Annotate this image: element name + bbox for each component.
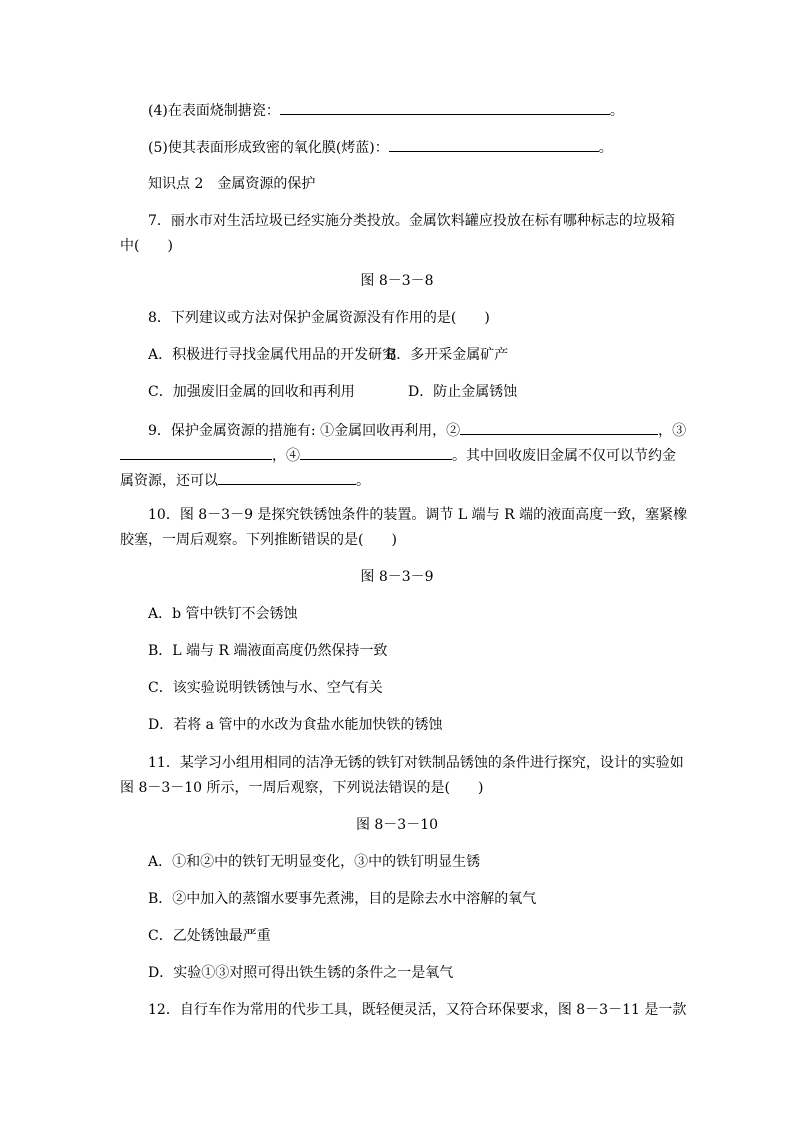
q9-text-5: 属资源，还可以	[120, 473, 218, 489]
q10-option-d: D．若将 a 管中的水改为食盐水能加快铁的锈蚀	[148, 717, 443, 733]
q9-text-2: ，③	[658, 423, 687, 439]
figure-8-3-10-caption: 图 8－3－10	[355, 817, 439, 833]
q4-line	[148, 100, 624, 121]
q9-text-6: 。	[356, 473, 370, 489]
q10-option-a: A．b 管中铁钉不会锈蚀	[148, 606, 298, 622]
q5-answer-blank[interactable]	[389, 137, 599, 152]
q9-blank-5[interactable]	[218, 470, 356, 485]
q10-option-b: B．L 端与 R 端液面高度仍然保持一致	[148, 643, 388, 659]
q5-prefix: (5)使其表面形成致密的氧化膜(烤蓝)：	[148, 140, 389, 156]
q5-suffix: 。	[598, 140, 613, 156]
section-heading: 知识点 2 金属资源的保护	[148, 176, 316, 192]
q10-line1: 10．图 8－3－9 是探究铁锈蚀条件的装置。调节 L 端与 R 端的液面高度一致，塞紧橡	[148, 507, 688, 523]
q12-line1: 12．自行车作为常用的代步工具，既轻便灵活，又符合环保要求，图 8－3－11 是一款	[148, 1002, 687, 1018]
q4-prefix: (4)在表面烧制搪瓷：	[148, 103, 280, 119]
q5-line	[148, 137, 613, 158]
q9-text-4: 。其中回收废旧金属不仅可以节约金	[452, 448, 676, 464]
q11-option-a: A．①和②中的铁钉无明显变化，③中的铁钉明显生锈	[148, 854, 481, 870]
q8-option-b: B．多开采金属矿产	[386, 347, 509, 363]
q7-line2: 中( )	[120, 238, 173, 254]
q8-option-a: A．积极进行寻找金属代用品的开发研究	[148, 347, 397, 363]
q8-option-c: C．加强废旧金属的回收和再利用	[148, 384, 355, 400]
q11-line1: 11．某学习小组用相同的洁净无锈的铁钉对铁制品锈蚀的条件进行探究，设计的实验如	[148, 755, 684, 771]
q9-text-1: 9．保护金属资源的措施有: ①金属回收再利用，②	[148, 423, 461, 439]
q9-text-3: ，④	[272, 448, 300, 464]
q9-line3	[120, 470, 370, 491]
q11-line2: 图 8－3－10 所示，一周后观察，下列说法错误的是( )	[120, 780, 484, 796]
q11-option-c: C．乙处锈蚀最严重	[148, 928, 271, 944]
q9-blank-4[interactable]	[300, 445, 452, 460]
q9-line2	[120, 445, 676, 466]
q11-option-b: B．②中加入的蒸馏水要事先煮沸，目的是除去水中溶解的氧气	[148, 891, 537, 907]
q4-answer-blank[interactable]	[280, 100, 610, 115]
q10-line2: 胶塞，一周后观察。下列推断错误的是( )	[120, 532, 397, 548]
q7-line1: 7．丽水市对生活垃圾已经实施分类投放。金属饮料罐应投放在标有哪种标志的垃圾箱	[148, 213, 675, 229]
q10-option-c: C．该实验说明铁锈蚀与水、空气有关	[148, 680, 383, 696]
q4-suffix: 。	[609, 103, 624, 119]
figure-8-3-9-caption: 图 8－3－9	[360, 569, 434, 585]
q9-blank-2[interactable]	[460, 420, 658, 435]
q8-option-d: D．防止金属锈蚀	[408, 384, 518, 400]
figure-8-3-8-caption: 图 8－3－8	[360, 273, 434, 289]
q9-blank-3[interactable]	[120, 445, 272, 460]
q8-stem: 8．下列建议或方法对保护金属资源没有作用的是( )	[148, 310, 490, 326]
q11-option-d: D．实验①③对照可得出铁生锈的条件之一是氧气	[148, 965, 454, 981]
q9-line1	[148, 420, 686, 441]
